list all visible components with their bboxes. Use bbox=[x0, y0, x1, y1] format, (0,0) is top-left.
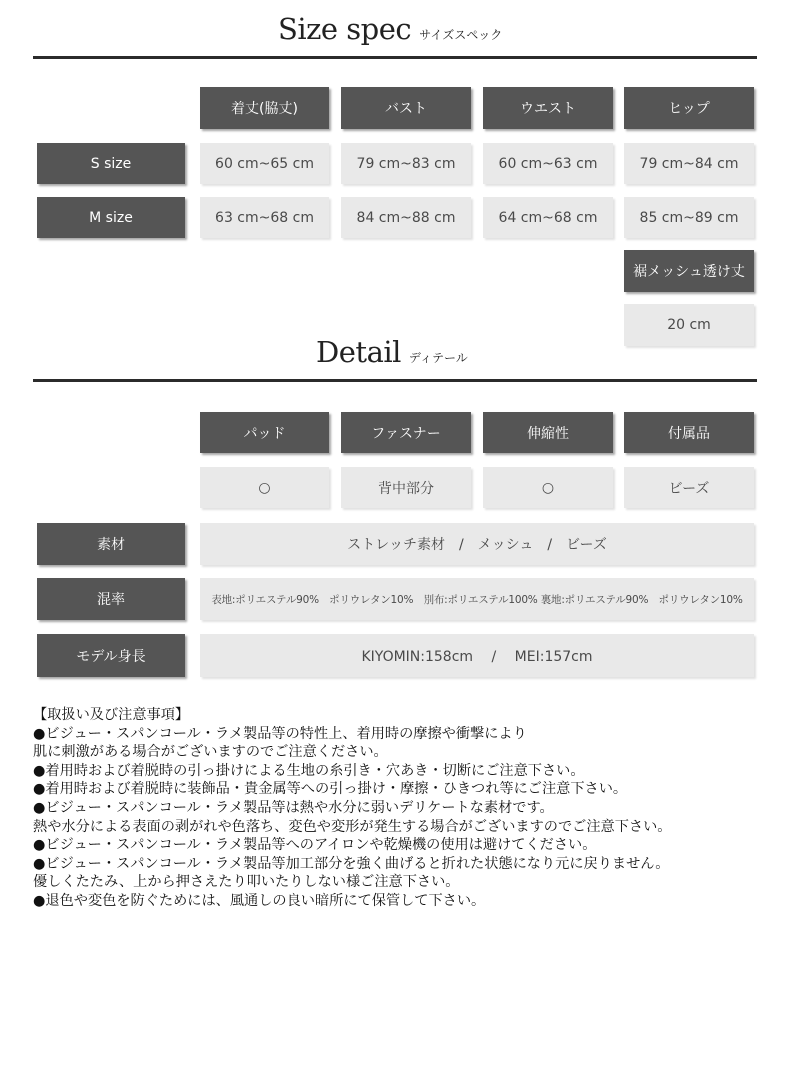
stretch-value: ○ bbox=[483, 467, 613, 508]
header-length: 着丈(脇丈) bbox=[200, 87, 329, 129]
blend-value: 表地:ポリエステル90% ポリウレタン10% 別布:ポリエステル100% 裏地:ポリエステル90% ポリウレタン10% bbox=[200, 578, 754, 620]
note-line: ●退色や変色を防ぐためには、風通しの良い暗所にて保管して下さい。 bbox=[33, 892, 486, 909]
s-size-hip: 79 cm~84 cm bbox=[624, 143, 754, 184]
detail-divider bbox=[33, 379, 757, 382]
header-accessories: 付属品 bbox=[624, 412, 754, 453]
note-line: ●ビジュー・スパンコール・ラメ製品等の特性上、着用時の摩擦や衝撃により bbox=[33, 725, 527, 742]
m-size-bust: 84 cm~88 cm bbox=[341, 197, 471, 238]
accessories-value: ビーズ bbox=[624, 467, 754, 508]
m-size-length: 63 cm~68 cm bbox=[200, 197, 329, 238]
note-line: ●着用時および着脱時の引っ掛けによる生地の糸引き・穴あき・切断にご注意下さい。 bbox=[33, 762, 585, 779]
note-line: ●ビジュー・スパンコール・ラメ製品等へのアイロンや乾燥機の使用は避けてください。 bbox=[33, 837, 597, 854]
m-size-waist: 64 cm~68 cm bbox=[483, 197, 613, 238]
row-label-s-size: S size bbox=[37, 143, 185, 184]
note-line: 優しくたたみ、上から押さえたり叩いたりしない様ご注意下さい。 bbox=[33, 874, 460, 891]
size-spec-divider bbox=[33, 56, 757, 59]
note-line: ●ビジュー・スパンコール・ラメ製品等加工部分を強く曲げると折れた状態になり元に戻りません。 bbox=[33, 855, 670, 872]
s-size-bust: 79 cm~83 cm bbox=[341, 143, 471, 184]
m-size-hip: 85 cm~89 cm bbox=[624, 197, 754, 238]
pad-value: ○ bbox=[200, 467, 329, 508]
note-line: 肌に刺激がある場合がございますのでご注意ください。 bbox=[33, 744, 388, 761]
note-line: ●着用時および着脱時に装飾品・貴金属等への引っ掛け・摩擦・ひきつれ等にご注意下さい。 bbox=[33, 781, 628, 798]
notes-heading: 【取扱い及び注意事項】 bbox=[33, 707, 190, 723]
header-stretch: 伸縮性 bbox=[483, 412, 613, 453]
size-spec-title-en: Size spec bbox=[278, 12, 412, 46]
row-label-model-height: モデル身長 bbox=[37, 634, 185, 677]
header-bust: バスト bbox=[341, 87, 471, 129]
header-waist: ウエスト bbox=[483, 87, 613, 129]
model-height-value: KIYOMIN:158cm / MEI:157cm bbox=[200, 634, 754, 677]
s-size-waist: 60 cm~63 cm bbox=[483, 143, 613, 184]
material-value: ストレッチ素材 / メッシュ / ビーズ bbox=[200, 523, 754, 565]
size-spec-title bbox=[278, 12, 502, 46]
detail-title-jp: ディテール bbox=[408, 351, 468, 365]
note-line: ●ビジュー・スパンコール・ラメ製品等は熱や水分に弱いデリケートな素材です。 bbox=[33, 799, 554, 816]
note-line: 熱や水分による表面の剥がれや色落ち、変色や変形が発生する場合がございますのでご注意下さい。 bbox=[33, 818, 672, 835]
header-hip: ヒップ bbox=[624, 87, 754, 129]
s-size-length: 60 cm~65 cm bbox=[200, 143, 329, 184]
care-notes bbox=[33, 706, 773, 911]
detail-title-en: Detail bbox=[316, 335, 401, 369]
header-zipper: ファスナー bbox=[341, 412, 471, 453]
mesh-length-value: 20 cm bbox=[624, 304, 754, 346]
detail-title bbox=[316, 335, 468, 369]
row-label-blend: 混率 bbox=[37, 578, 185, 620]
zipper-value: 背中部分 bbox=[341, 467, 471, 508]
header-pad: パッド bbox=[200, 412, 329, 453]
header-mesh-length: 裾メッシュ透け丈 bbox=[624, 250, 754, 292]
row-label-material: 素材 bbox=[37, 523, 185, 565]
row-label-m-size: M size bbox=[37, 197, 185, 238]
size-spec-title-jp: サイズスペック bbox=[419, 28, 503, 42]
